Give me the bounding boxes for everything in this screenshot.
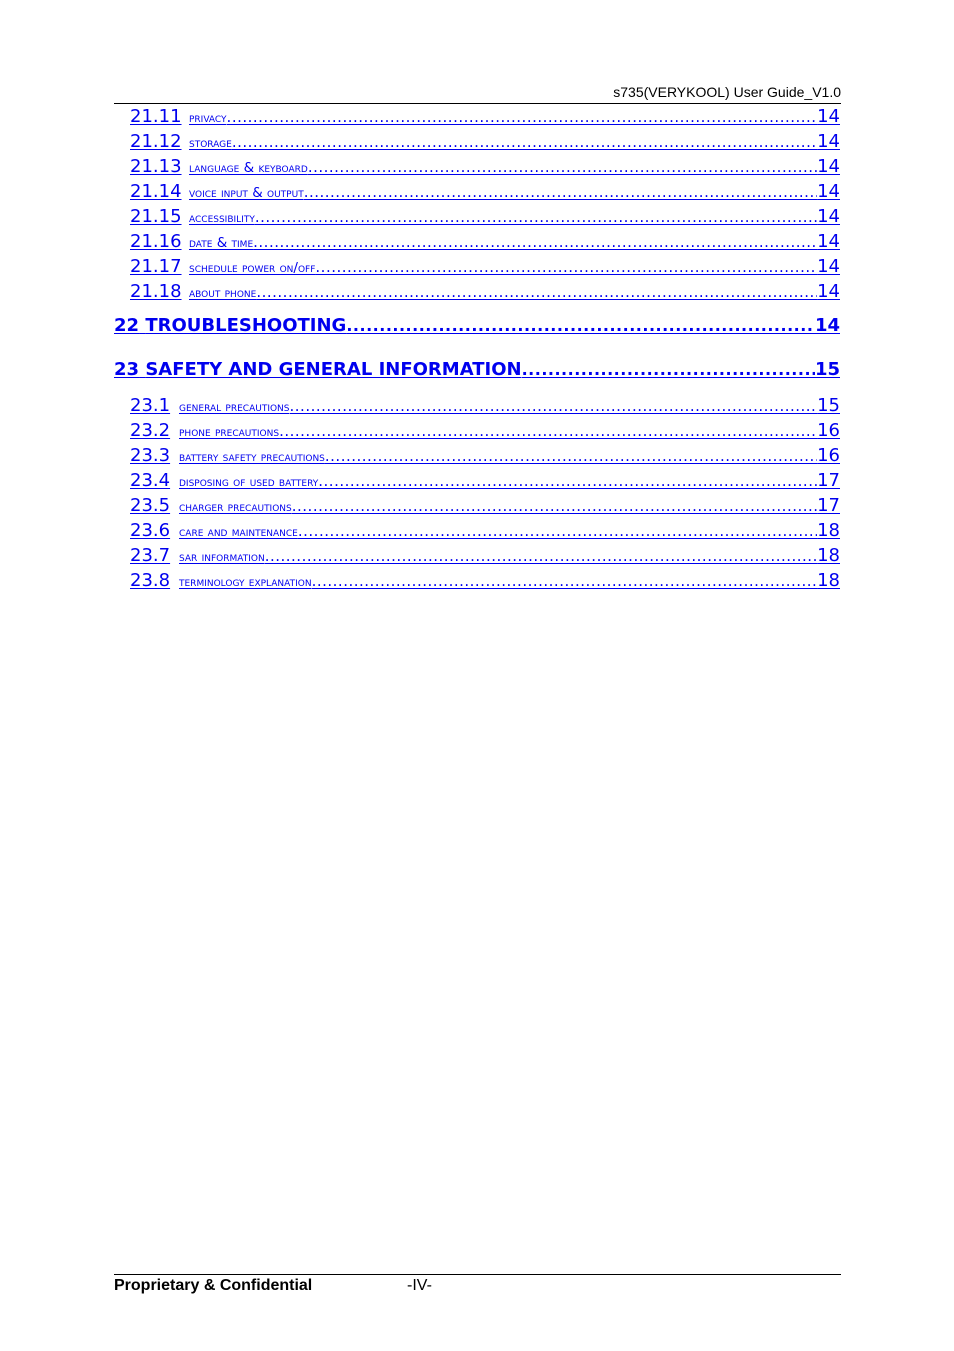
toc-entry-label: phone precautions — [179, 424, 280, 440]
toc-dot-leader — [279, 422, 817, 440]
page-header — [114, 82, 841, 104]
toc-entry-page: 14 — [817, 281, 840, 302]
toc-entry-label: terminology explanation — [179, 574, 312, 590]
toc-entry-23-3[interactable] — [130, 445, 840, 470]
toc-entry-page: 15 — [814, 359, 840, 380]
toc-entry-number: 21.15 — [130, 206, 182, 227]
toc-entry-23-6[interactable] — [130, 520, 840, 545]
toc-entry-21-15[interactable] — [130, 206, 840, 231]
toc-entry-23-7[interactable] — [130, 545, 840, 570]
toc-entry-21-17[interactable] — [130, 256, 840, 281]
toc-entry-number: 21.16 — [130, 231, 182, 252]
toc-entry-page: 14 — [817, 231, 840, 252]
toc-dot-leader — [346, 316, 815, 335]
toc-dot-leader — [304, 183, 817, 201]
toc-entry-23-4[interactable] — [130, 470, 840, 495]
page-number: -IV- — [407, 1277, 432, 1294]
toc-entry-page: 18 — [817, 545, 840, 566]
toc-dot-leader — [292, 497, 817, 515]
toc-entry-number: 21.11 — [130, 106, 182, 127]
toc-entry-21-11[interactable] — [130, 106, 840, 131]
toc-entry-label: accessibility — [189, 210, 255, 226]
toc-entry-number: 21.13 — [130, 156, 182, 177]
toc-dot-leader — [308, 158, 817, 176]
toc-entry-page: 16 — [817, 420, 840, 441]
toc-entry-number: 23.5 — [130, 495, 171, 516]
toc-dot-leader — [265, 547, 817, 565]
toc-entry-page: 17 — [817, 470, 840, 491]
toc-dot-leader — [255, 208, 817, 226]
toc-entry-23-5[interactable] — [130, 495, 840, 520]
toc-entry-label: voice input & output — [189, 185, 304, 201]
toc-chapter-22[interactable] — [114, 315, 840, 341]
toc-entry-label: SAFETY AND GENERAL INFORMATION — [145, 359, 522, 380]
toc-entry-page: 15 — [817, 395, 840, 416]
toc-entry-label: privacy — [189, 110, 227, 126]
toc-entry-label: language & keyboard — [189, 160, 308, 176]
toc-entry-number: 23 — [114, 359, 140, 380]
toc-dot-leader — [256, 283, 817, 301]
toc-entry-page: 14 — [817, 156, 840, 177]
toc-dot-leader — [290, 397, 818, 415]
toc-entry-number: 21.12 — [130, 131, 182, 152]
toc-entry-23-1[interactable] — [130, 395, 840, 420]
toc-entry-label: schedule power on/off — [189, 260, 316, 276]
toc-entry-label: general precautions — [179, 399, 290, 415]
toc-entry-label: about phone — [189, 285, 257, 301]
toc-entry-number: 23.8 — [130, 570, 171, 591]
toc-entry-21-14[interactable] — [130, 181, 840, 206]
toc-entry-page: 14 — [814, 315, 840, 336]
toc-entry-21-18[interactable] — [130, 281, 840, 306]
toc-entry-label: charger precautions — [179, 499, 292, 515]
toc-entry-number: 22 — [114, 315, 140, 336]
toc-entry-page: 16 — [817, 445, 840, 466]
toc-entry-page: 14 — [817, 256, 840, 277]
toc-entry-number: 23.4 — [130, 470, 171, 491]
toc-entry-page: 18 — [817, 570, 840, 591]
toc-entry-label: TROUBLESHOOTING — [145, 315, 347, 336]
toc-dot-leader — [298, 522, 817, 540]
toc-entry-number: 23.2 — [130, 420, 171, 441]
toc-entry-number: 21.14 — [130, 181, 182, 202]
toc-dot-leader — [318, 472, 817, 490]
toc-entry-page: 18 — [817, 520, 840, 541]
toc-entry-21-12[interactable] — [130, 131, 840, 156]
toc-entry-number: 21.17 — [130, 256, 182, 277]
toc-entry-23-8[interactable] — [130, 570, 840, 595]
toc-dot-leader — [522, 360, 815, 379]
toc-entry-page: 14 — [817, 106, 840, 127]
toc-entry-number: 21.18 — [130, 281, 182, 302]
toc-entry-number: 23.3 — [130, 445, 171, 466]
toc-chapter-23[interactable] — [114, 359, 840, 385]
document-title: s735(VERYKOOL) User Guide_V1.0 — [613, 84, 841, 100]
toc-dot-leader — [315, 258, 817, 276]
toc-entry-label: battery safety precautions — [179, 449, 325, 465]
toc-entry-page: 14 — [817, 131, 840, 152]
toc-entry-label: disposing of used battery — [179, 474, 319, 490]
toc-entry-page: 17 — [817, 495, 840, 516]
toc-entry-number: 23.7 — [130, 545, 171, 566]
toc-dot-leader — [312, 572, 818, 590]
page-footer — [114, 1274, 841, 1305]
toc-entry-label: sar information — [179, 549, 265, 565]
toc-dot-leader — [227, 108, 818, 126]
toc-entry-21-13[interactable] — [130, 156, 840, 181]
toc-entry-label: date & time — [189, 235, 254, 251]
toc-entry-23-2[interactable] — [130, 420, 840, 445]
toc-entry-21-16[interactable] — [130, 231, 840, 256]
confidentiality-notice: Proprietary & Confidential — [114, 1277, 313, 1294]
toc-entry-label: care and maintenance — [179, 524, 298, 540]
toc-dot-leader — [253, 233, 817, 251]
toc-dot-leader — [325, 447, 817, 465]
toc-entry-label: storage — [189, 135, 232, 151]
toc-entry-number: 23.6 — [130, 520, 171, 541]
toc-dot-leader — [232, 133, 817, 151]
toc-entry-page: 14 — [817, 181, 840, 202]
toc-entry-page: 14 — [817, 206, 840, 227]
toc-entry-number: 23.1 — [130, 395, 171, 416]
